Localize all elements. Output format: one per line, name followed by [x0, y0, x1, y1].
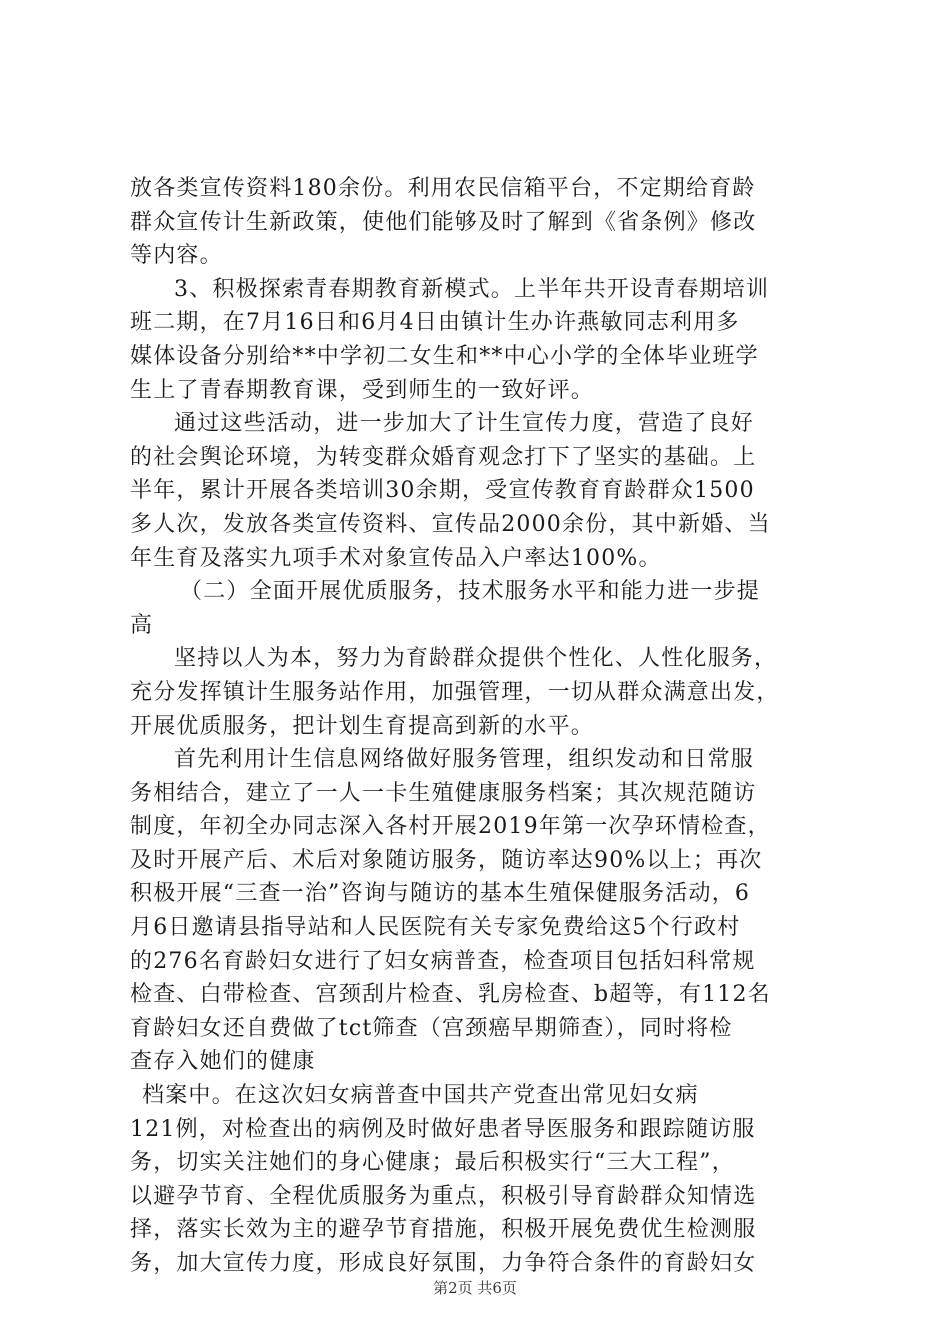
- text-line: 充分发挥镇计生服务站作用，加强管理，一切从群众满意出发，: [130, 679, 780, 705]
- text-line: 121例，对检查出的病例及时做好患者导医服务和跟踪随访服: [130, 1116, 756, 1142]
- text-line: 务，加大宣传力度，形成良好氛围，力争符合条件的育龄妇女: [130, 1251, 757, 1276]
- text-line: 等内容。: [130, 243, 223, 269]
- text-line: 育龄妇女还自费做了tct筛查（宫颈癌早期筛查），同时将检: [130, 1015, 733, 1041]
- text-line: 半年，累计开展各类培训30余期，受宣传教育育龄群众1500: [130, 478, 755, 504]
- text-line: 3、积极探索青春期教育新模式。上半年共开设青春期培训: [174, 276, 770, 302]
- text-line: 择，落实长效为主的避孕节育措施，积极开展免费优生检测服: [130, 1217, 757, 1243]
- text-line: 积极开展“三查一治”咨询与随访的基本生殖保健服务活动，6: [130, 881, 751, 907]
- text-line: 坚持以人为本，努力为育龄群众提供个性化、人性化服务，: [174, 646, 778, 672]
- section-heading: （二）全面开展优质服务，技术服务水平和能力进一步提: [180, 579, 761, 605]
- text-line: 班二期，在7月16日和6月4日由镇计生办许燕敏同志利用多: [130, 310, 740, 336]
- text-line: 生上了青春期教育课，受到师生的一致好评。: [130, 377, 595, 403]
- text-line: 首先利用计生信息网络做好服务管理，组织发动和日常服: [174, 747, 755, 773]
- text-line: 的社会舆论环境，为转变群众婚育观念打下了坚实的基础。上: [130, 444, 757, 470]
- text-line: 通过这些活动，进一步加大了计生宣传力度，营造了良好: [174, 411, 755, 437]
- text-line: 检查、白带检查、宫颈刮片检查、乳房检查、b超等，有112名: [130, 982, 771, 1008]
- text-line: 月6日邀请县指导站和人民医院有关专家免费给这5个行政村: [130, 915, 741, 941]
- text-line: 及时开展产后、术后对象随访服务，随访率达90%以上；再次: [130, 847, 763, 873]
- section-heading: 高: [130, 612, 154, 638]
- text-line: 务相结合，建立了一人一卡生殖健康服务档案；其次规范随访: [130, 780, 757, 806]
- text-line: 的276名育龄妇女进行了妇女病普查，检查项目包括妇科常规: [130, 948, 756, 974]
- text-line: 开展优质服务，把计划生育提高到新的水平。: [130, 713, 595, 739]
- text-line: 年生育及落实九项手术对象宣传品入户率达100%。: [130, 545, 662, 571]
- text-line: 放各类宣传资料180余份。利用农民信箱平台，不定期给育龄: [130, 176, 756, 201]
- text-line: 多人次，发放各类宣传资料、宣传品2000余份，其中新婚、当: [130, 511, 771, 537]
- text-line: 媒体设备分别给**中学初二女生和**中心小学的全体毕业班学: [130, 343, 759, 369]
- text-line: 以避孕节育、全程优质服务为重点，积极引导育龄群众知情选: [130, 1183, 757, 1209]
- text-line: 群众宣传计生新政策，使他们能够及时了解到《省条例》修改: [130, 209, 757, 235]
- text-line: 档案中。在这次妇女病普查中国共产党查出常见妇女病: [142, 1083, 699, 1109]
- text-line: 制度，年初全办同志深入各村开展2019年第一次孕环情检查，: [130, 814, 771, 840]
- text-line: 查存入她们的健康: [130, 1049, 316, 1075]
- body-text: [130, 172, 840, 1281]
- page-number-footer: 第2页 共6页: [433, 1279, 517, 1297]
- text-line: 务，切实关注她们的身心健康；最后积极实行“三大工程”，: [130, 1150, 735, 1176]
